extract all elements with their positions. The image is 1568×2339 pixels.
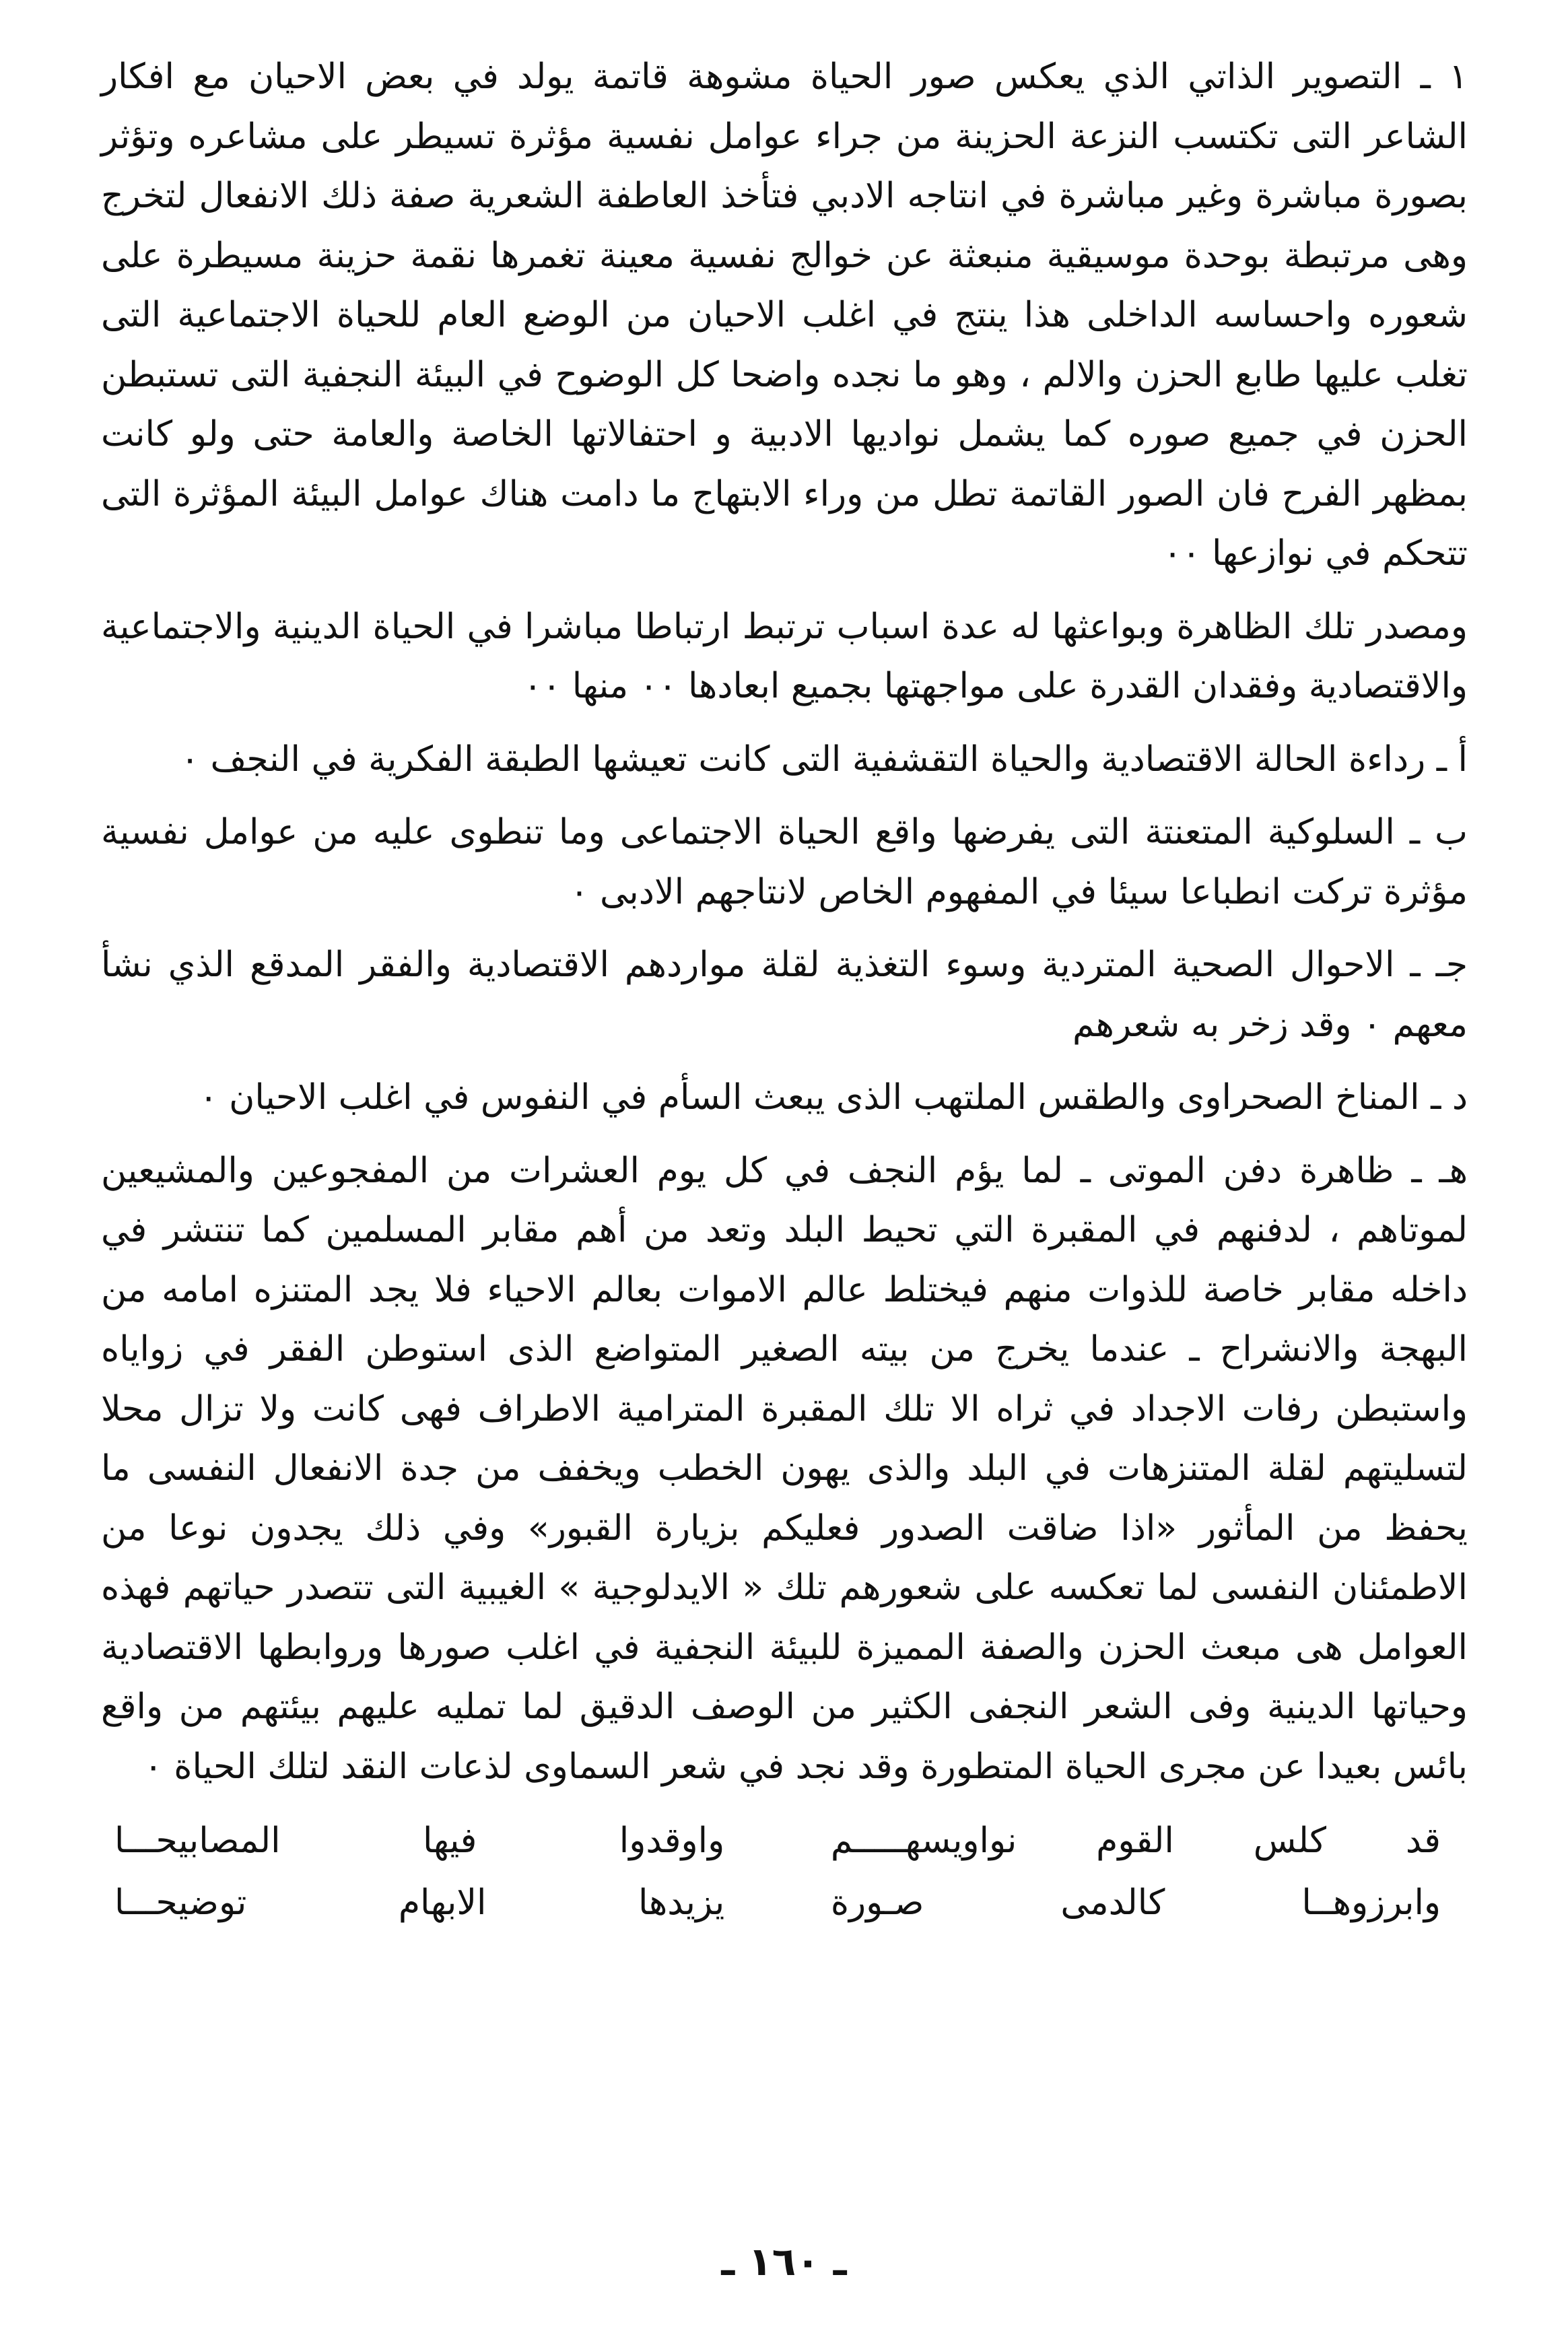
poem-hemistich-second: واوقدوا فيها المصابيحـــا <box>114 1821 725 1861</box>
poem-block <box>101 1810 1468 1934</box>
page-number: ـ ١٦٠ ـ <box>721 2239 847 2284</box>
document-page <box>101 47 1468 2289</box>
poem-hemistich-first: وابرزوهــا كالدمى صـورة <box>830 1883 1441 1923</box>
list-item-b: ب ـ السلوكية المتعنتة التى يفرضها واقع الحياة الاجتماعى وما تنطوى عليه من عوامل نفسية مؤثرة تركت انطباعا سيئا في المفهوم الخاص لانتاجهم الادبى ٠ <box>101 812 1468 912</box>
list-item-a: أ ـ رداءة الحالة الاقتصادية والحياة التقشفية التى كانت تعيشها الطبقة الفكرية في النجف ٠ <box>180 739 1468 780</box>
paragraph-intro: ١ ـ التصوير الذاتي الذي يعكس صور الحياة مشوهة قاتمة يولد في بعض الاحيان مع افكار الشاعر التى تكتسب النزعة الحزينة من جراء عوامل نفسية مؤثرة تسيطر على مشاعره وتؤثر بصورة مباشرة وغير مباشرة في انتاجه الادبي فتأخذ العاطفة الشعرية صفة ذلك الانفعال لتخرج وهى مرتبطة بوحدة موسيقية منبعثة عن خوالج نفسية معينة تغمرها نقمة حزينة مسيطرة على شعوره واحساسه الداخلى هذا ينتج في اغلب الاحيان من الوضع العام للحياة الاجتماعية التى تغلب عليها طابع الحزن والالم ، وهو ما نجده واضحا كل الوضوح في البيئة النجفية التى تستبطن الحزن في جميع صوره كما يشمل نواديها الادبية و احتفالاتها الخاصة والعامة حتى ولو كانت بمظهر الفرح فان الصور القاتمة تطل من وراء الابتهاج ما دامت هناك عوامل البيئة المؤثرة التى تتحكم في نوازعها ٠٠ <box>101 57 1468 574</box>
list-item-c: جـ ـ الاحوال الصحية المتردية وسوء التغذية لقلة مواردهم الاقتصادية والفقر المدقع الذي نشأ معهم ٠ وقد زخر به شعرهم <box>101 945 1468 1045</box>
list-item-d: د ـ المناخ الصحراوى والطقس الملتهب الذى يبعث السأم في النفوس في اغلب الاحيان ٠ <box>199 1077 1468 1118</box>
list-item-e: هـ ـ ظاهرة دفن الموتى ـ لما يؤم النجف في كل يوم العشرات من المفجوعين والمشيعين لموتاهم ، لدفنهم في المقبرة التي تحيط البلد وتعد من أهم مقابر المسلمين كما تنتشر في داخله مقابر خاصة للذوات منهم فيختلط عالم الاموات بعالم الاحياء فلا يجد المتنزه امامه من البهجة والانشراح ـ عندما يخرج من بيته الصغير المتواضع الذى استوطن الفقر في زواياه واستبطن رفات الاجداد في ثراه الا تلك المقبرة المترامية الاطراف فهى كانت ولا تزال محلا لتسليتهم لقلة المتنزهات في البلد والذى يهون الخطب ويخفف من جدة الانفعال النفسى ما يحفظ من المأثور «اذا ضاقت الصدور فعليكم بزيارة القبور» وفي ذلك يجدون نوعا من الاطمئنان النفسى لما تعكسه على شعورهم تلك « الايدلوجية » الغيبية التى تتصدر حياتهم فهذه العوامل هى مبعث الحزن والصفة المميزة للبيئة النجفية في اغلب صورها وروابطها الاقتصادية وحياتها الدينية وفى الشعر النجفى الكثير من الوصف الدقيق لما تمليه عليهم بيئتهم من واقع بائس بعيدا عن مجرى الحياة المتطورة وقد نجد في شعر السماوى لذعات النقد لتلك الحياة ٠ <box>101 1150 1468 1787</box>
poem-hemistich-second: يزيدها الابهام توضيحـــا <box>114 1883 725 1923</box>
paragraph-causes: ومصدر تلك الظاهرة وبواعثها له عدة اسباب ترتبط ارتباطا مباشرا في الحياة الدينية والاجتماعية والاقتصادية وفقدان القدرة على مواجهتها بجميع ابعادها ٠٠ منها ٠٠ <box>101 606 1468 706</box>
poem-hemistich-first: قد كلس القوم نواويسهـــــم <box>830 1821 1441 1861</box>
poem-line <box>101 1810 1468 1872</box>
poem-line <box>101 1872 1468 1934</box>
